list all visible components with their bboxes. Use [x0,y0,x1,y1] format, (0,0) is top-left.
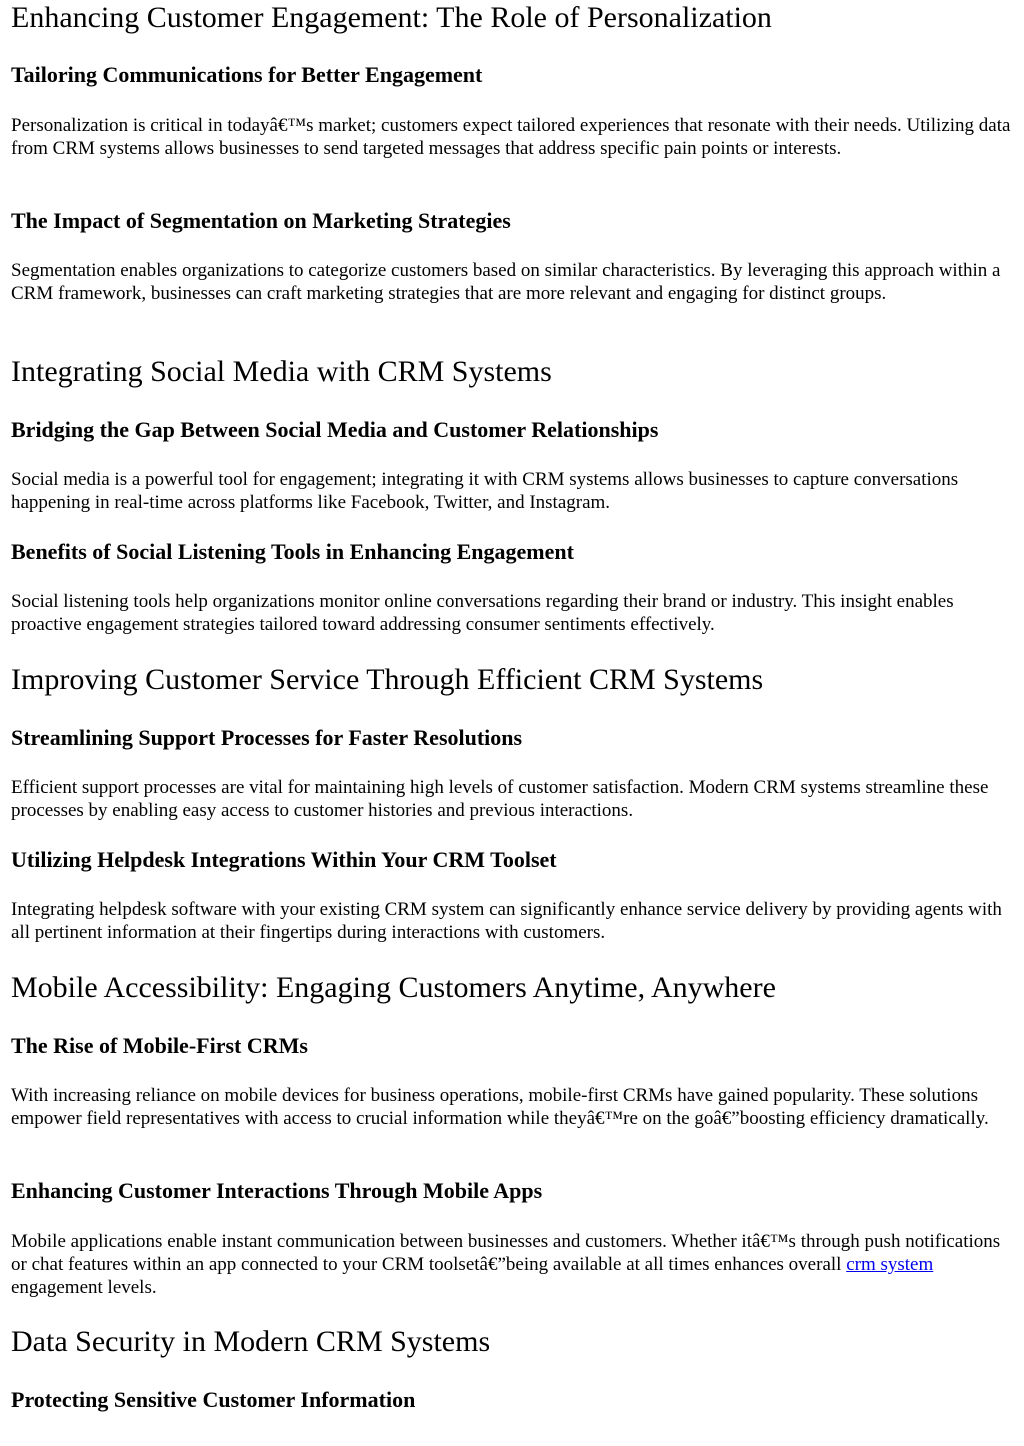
crm-system-link[interactable]: crm system [846,1254,934,1275]
subheading-bridging-gap: Bridging the Gap Between Social Media and Customer Relationships [11,417,659,442]
subheading-segmentation: The Impact of Segmentation on Marketing Strategies [11,208,511,233]
subheading-helpdesk-integrations: Utilizing Helpdesk Integrations Within Your CRM Toolset [11,847,557,872]
subheading-protecting-information: Protecting Sensitive Customer Information [11,1387,416,1412]
section-heading-social-media: Integrating Social Media with CRM Systems [11,355,552,388]
paragraph-tailoring-communications: Personalization is critical in todayâ€™s market; customers expect tailored experiences that resonate with their needs. Utilizing data from CRM systems allows businesses to send targeted messages that address specific pain points or interests. [11,115,1011,159]
paragraph-helpdesk-integrations: Integrating helpdesk software with your existing CRM system can significantly enhance service delivery by providing agents with all pertinent information at their fingertips during interactions with customers. [11,899,1002,943]
paragraph-mobile-apps-text-end: engagement levels. [11,1277,157,1298]
subheading-social-listening: Benefits of Social Listening Tools in Enhancing Engagement [11,539,574,564]
paragraph-mobile-apps-text: Mobile applications enable instant communication between businesses and customers. Whether itâ€™s through push notifications or chat features within an app connected to your CRM toolsetâ€”being available at all times enhances overall [11,1231,1001,1275]
subheading-mobile-apps: Enhancing Customer Interactions Through Mobile Apps [11,1178,543,1203]
paragraph-mobile-first-crms: With increasing reliance on mobile devices for business operations, mobile-first CRMs have gained popularity. These solutions empower field representatives with access to crucial information while theyâ€™re on the goâ€”boosting efficiency dramatically. [11,1085,989,1129]
paragraph-social-listening: Social listening tools help organizations monitor online conversations regarding their brand or industry. This insight enables proactive engagement strategies tailored toward addressing consumer sentiments effectively. [11,591,954,635]
section-heading-personalization: Enhancing Customer Engagement: The Role of Personalization [11,1,772,34]
subheading-tailoring-communications: Tailoring Communications for Better Engagement [11,62,483,87]
subheading-streamlining-support: Streamlining Support Processes for Faster Resolutions [11,725,523,750]
paragraph-streamlining-support: Efficient support processes are vital for maintaining high levels of customer satisfaction. Modern CRM systems streamline these processes by enabling easy access to customer histories and previous interactions. [11,777,989,821]
section-heading-customer-service: Improving Customer Service Through Efficient CRM Systems [11,663,764,696]
paragraph-mobile-apps [11,1230,1013,1299]
section-heading-data-security: Data Security in Modern CRM Systems [11,1325,491,1358]
paragraph-bridging-gap: Social media is a powerful tool for engagement; integrating it with CRM systems allows businesses to capture conversations happening in real-time across platforms like Facebook, Twitter, and Instagram. [11,469,959,513]
section-heading-mobile-accessibility: Mobile Accessibility: Engaging Customers Anytime, Anywhere [11,971,776,1004]
paragraph-segmentation: Segmentation enables organizations to categorize customers based on similar characteristics. By leveraging this approach within a CRM framework, businesses can craft marketing strategies that are more relevant and engaging for distinct groups. [11,260,1001,304]
subheading-mobile-first-crms: The Rise of Mobile-First CRMs [11,1033,308,1058]
